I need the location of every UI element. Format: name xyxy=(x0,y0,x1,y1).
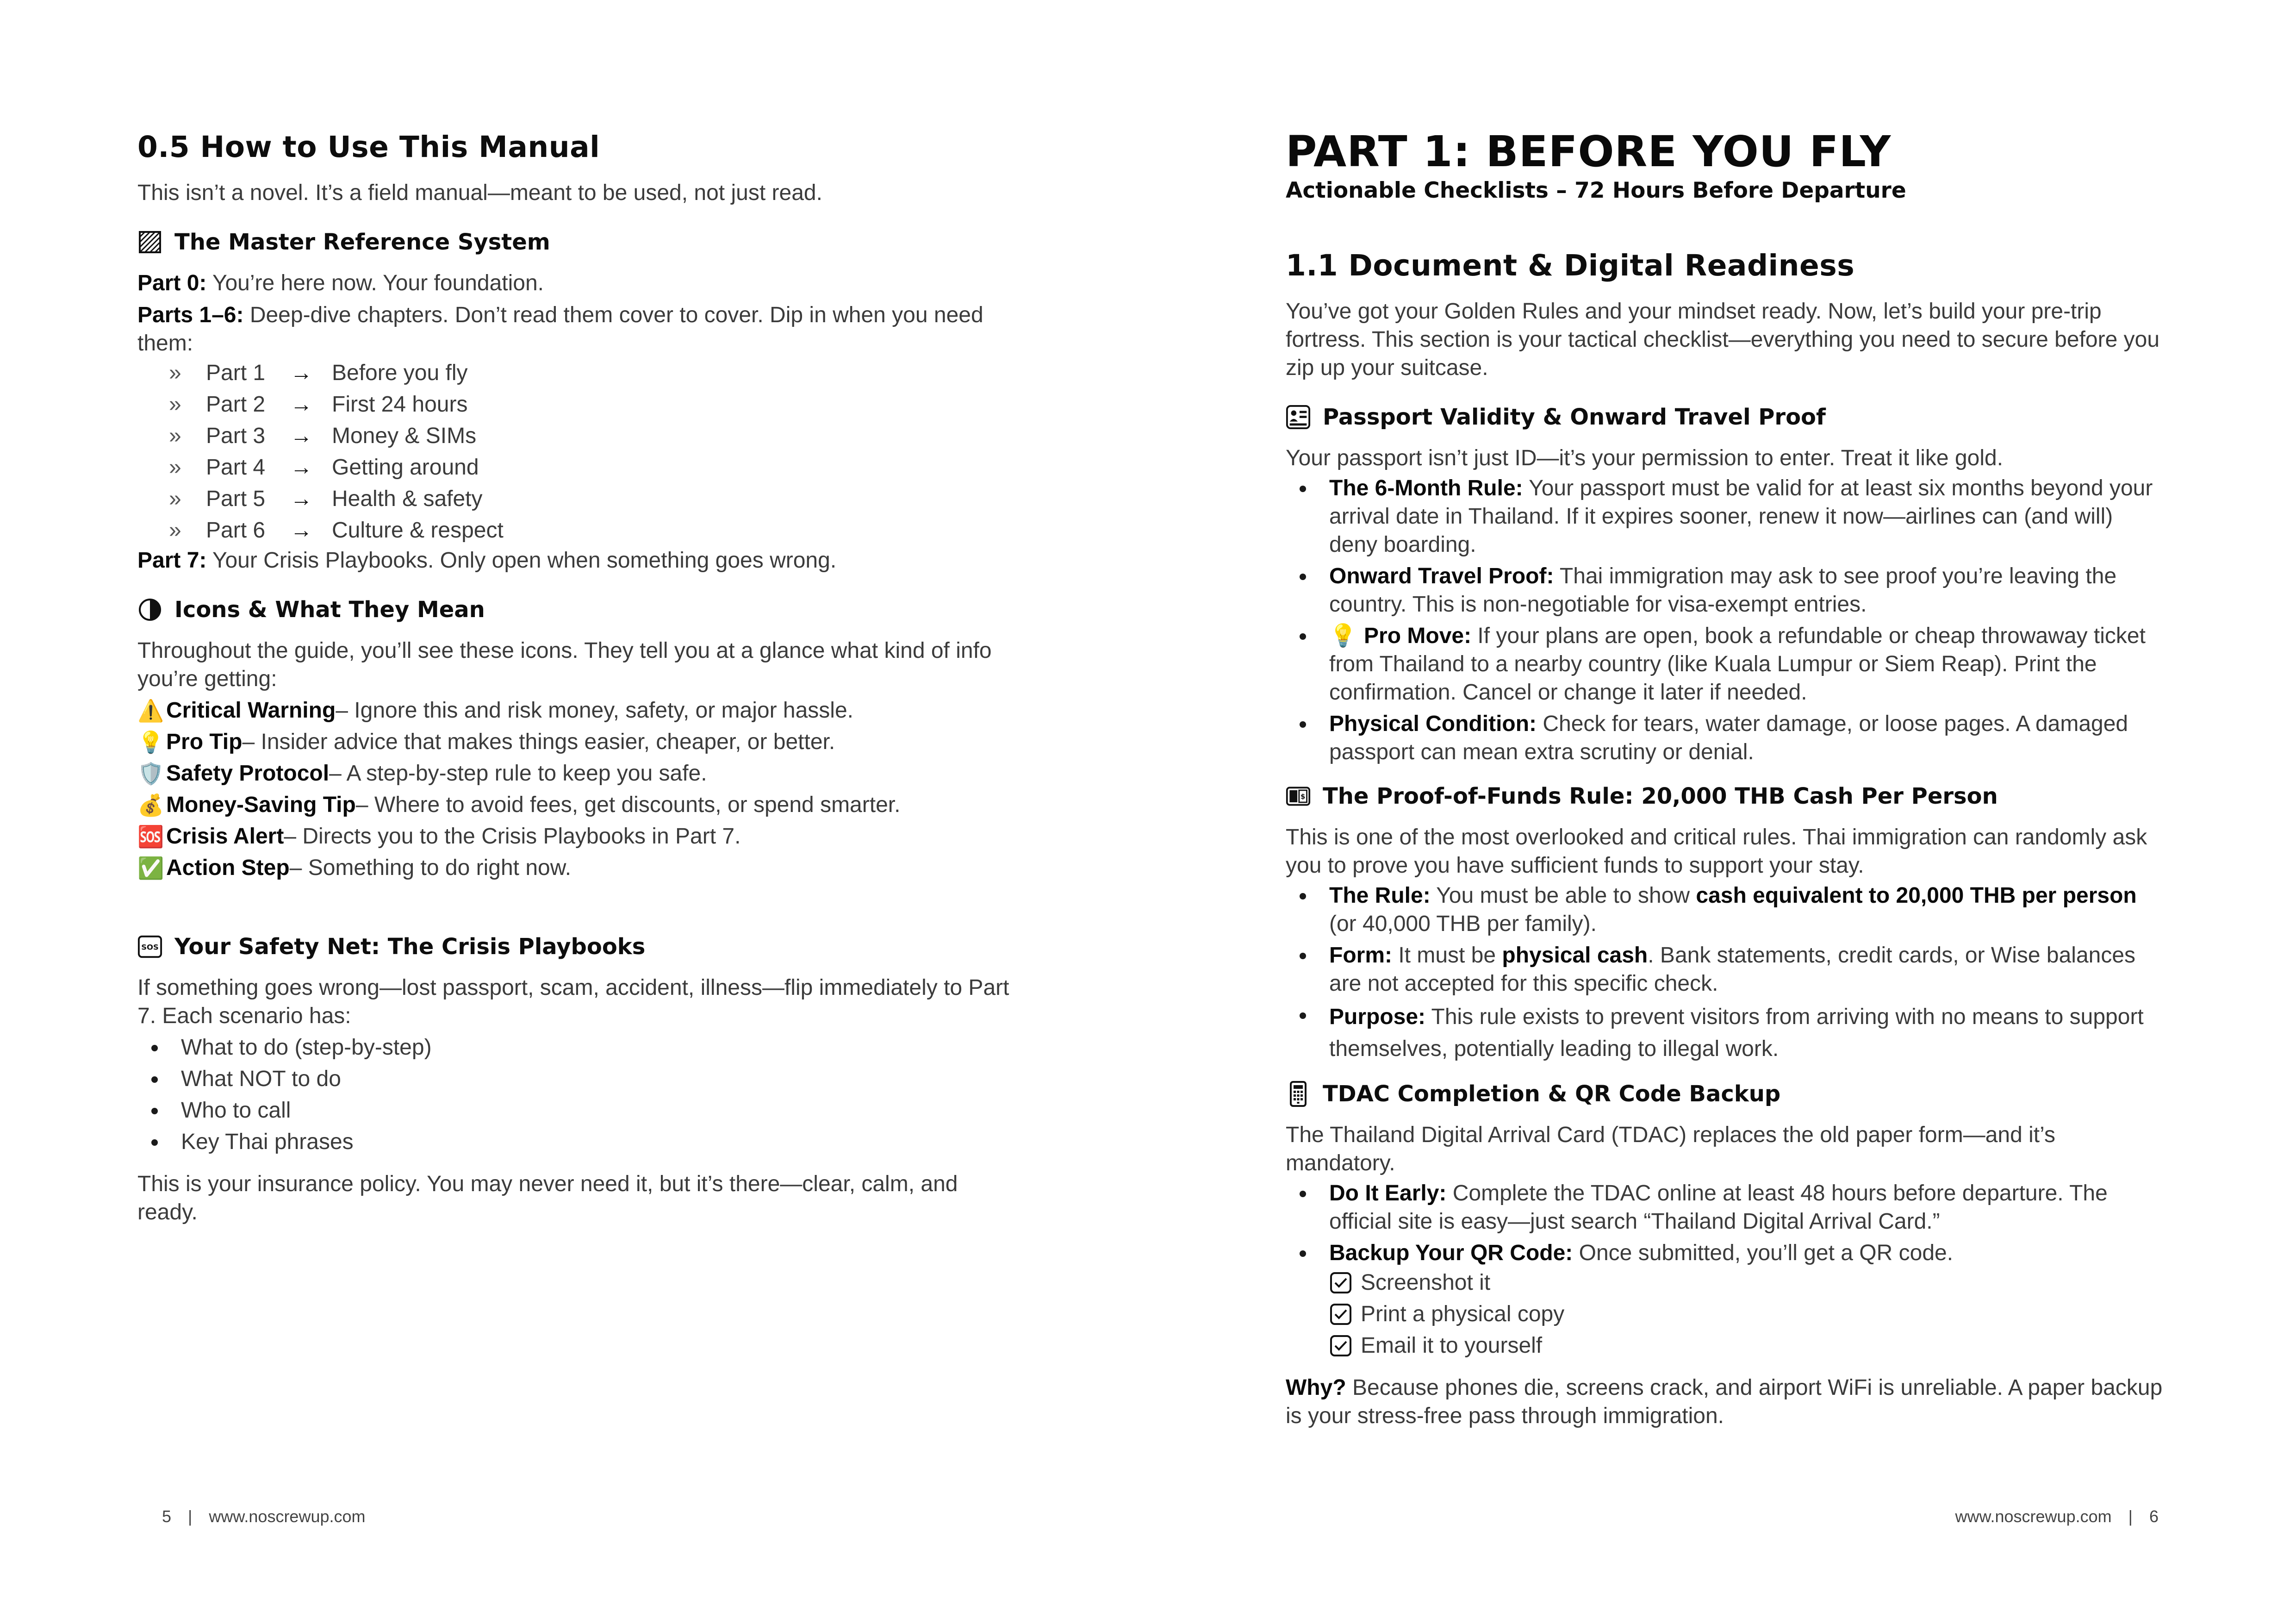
icon-legend-item xyxy=(137,789,1012,821)
item-label: The Rule: xyxy=(1329,883,1431,908)
list-item xyxy=(1286,881,2165,938)
safety-net-intro: If something goes wrong—lost passport, scam, accident, illness—flip immediately to Part 7. Each scenario has: xyxy=(137,975,1009,1028)
item-text: If your plans are open, book a refundable or cheap throwaway ticket from Thailand to a nearby country (like Kuala Lumpur or Siem Reap). Print the confirmation. Cancel or change it later if needed. xyxy=(1329,624,2146,705)
icon-legend-desc: – Something to do right now. xyxy=(289,856,572,880)
arrow-icon: → xyxy=(290,455,312,480)
arrow-icon: → xyxy=(290,424,312,448)
icons-heading xyxy=(137,595,1012,625)
item-text: Thai immigration may ask to see proof you’re leaving the country. This is non-negotiable for visa-exempt entries. xyxy=(1329,564,2117,617)
list-item: Who to call xyxy=(137,1095,1012,1126)
item-text: . Bank statements, credit cards, or Wise balances are not accepted for this specific check. xyxy=(1329,943,2136,996)
icon-legend-label: Critical Warning xyxy=(166,698,336,723)
funds-intro: This is one of the most overlooked and critical rules. Thai immigration can randomly ask you to prove you have sufficient funds to support your stay. xyxy=(1286,825,2147,878)
part-number: Part 5 xyxy=(206,487,266,511)
safety-net-heading xyxy=(137,932,1012,962)
item-text: Once submitted, you’ll get a QR code. xyxy=(1573,1241,1954,1265)
passport-intro: Your passport isn’t just ID—it’s your permission to enter. Treat it like gold. xyxy=(1286,446,2004,470)
left-footer xyxy=(162,1507,366,1526)
checkbox-checked-icon xyxy=(1329,1303,1352,1326)
icon-legend-label: Crisis Alert xyxy=(166,824,284,849)
icon-legend-label: Pro Tip xyxy=(166,730,243,754)
icon-legend-desc: – A step-by-step rule to keep you safe. xyxy=(329,761,707,786)
item-text: Complete the TDAC online at least 48 hours before departure. The official site is easy—just search “Thailand Digital Arrival Card.” xyxy=(1329,1181,2108,1234)
sos-box-icon xyxy=(137,934,162,959)
parts16-text: Deep-dive chapters. Don’t read them cover to cover. Dip in when you need them: xyxy=(137,303,983,356)
icon-legend-item xyxy=(137,695,1012,726)
part-subtitle: Actionable Checklists – 72 Hours Before Departure xyxy=(1286,178,1906,203)
lightbulb-icon: 💡 xyxy=(1329,623,1364,649)
parts-list-item xyxy=(137,357,1012,389)
icon-legend-label: Money-Saving Tip xyxy=(166,793,356,817)
icon-legend-desc: – Where to avoid fees, get discounts, or spend smarter. xyxy=(355,793,901,817)
tdac-list xyxy=(1286,1179,2165,1267)
page-number: 6 xyxy=(2149,1507,2159,1526)
icon-legend-desc: – Directs you to the Crisis Playbooks in Part 7. xyxy=(284,824,741,849)
arrow-icon: → xyxy=(290,361,312,385)
striped-square-icon xyxy=(137,230,162,255)
checklist-text: Screenshot it xyxy=(1361,1270,1491,1295)
part-topic: Money & SIMs xyxy=(332,424,477,448)
icons-title: Icons & What They Mean xyxy=(174,597,485,623)
arrow-icon: → xyxy=(290,487,312,511)
checkbox-checked-icon xyxy=(1329,1271,1352,1294)
list-item: Key Thai phrases xyxy=(137,1126,1012,1158)
part0-label: Part 0: xyxy=(137,271,207,295)
list-item xyxy=(1286,474,2165,559)
item-text: Check for tears, water damage, or loose pages. A damaged passport can mean extra scrutiny or denial. xyxy=(1329,712,2128,764)
tdac-heading xyxy=(1286,1079,2165,1109)
parts16-label: Parts 1–6: xyxy=(137,303,244,327)
parts-list-item xyxy=(137,483,1012,515)
part-topic: Before you fly xyxy=(332,361,468,385)
section-title-0-5: 0.5 How to Use This Manual xyxy=(137,130,600,164)
why-label: Why? xyxy=(1286,1375,1346,1400)
item-text: You must be able to show xyxy=(1430,883,1696,908)
funds-list xyxy=(1286,881,2165,1065)
manual-intro: This isn’t a novel. It’s a field manual—meant to be used, not just read. xyxy=(137,181,822,205)
item-label: Onward Travel Proof: xyxy=(1329,564,1554,588)
checklist-text: Email it to yourself xyxy=(1361,1333,1543,1358)
guillemet-bullet: » xyxy=(169,487,181,511)
list-item xyxy=(1286,1239,2165,1267)
list-item xyxy=(1286,941,2165,998)
passport-id-icon xyxy=(1286,405,1311,430)
guillemet-bullet: » xyxy=(169,518,181,543)
footer-url: www.noscrewup.com xyxy=(1955,1507,2112,1526)
list-item xyxy=(1286,562,2165,618)
why-text: Because phones die, screens crack, and airport WiFi is unreliable. A paper backup is your stress-free pass through immigration. xyxy=(1286,1375,2163,1428)
icon-legend-label: Action Step xyxy=(166,856,290,880)
svg-text:$: $ xyxy=(1300,792,1306,801)
part-topic: Health & safety xyxy=(332,487,483,511)
part7-text: Your Crisis Playbooks. Only open when something goes wrong. xyxy=(206,548,837,573)
checklist-item xyxy=(1329,1299,2165,1330)
item-text: Your passport must be valid for at least six months beyond your arrival date in Thailand. If it expires sooner, renew it now—airlines can (and will) deny boarding. xyxy=(1329,476,2153,557)
footer-url: www.noscrewup.com xyxy=(209,1507,366,1526)
parts-list-item xyxy=(137,452,1012,483)
left-page-content xyxy=(137,129,1012,1226)
guillemet-bullet: » xyxy=(169,361,181,385)
svg-text:SOS: SOS xyxy=(141,943,159,952)
item-label: Form: xyxy=(1329,943,1392,968)
list-item xyxy=(1286,1179,2165,1236)
part0-line xyxy=(137,269,1012,297)
item-label: Physical Condition: xyxy=(1329,712,1537,736)
item-label: Purpose: xyxy=(1329,1005,1426,1029)
right-page-content xyxy=(1286,129,2165,1430)
guillemet-bullet: » xyxy=(169,455,181,480)
funds-title: The Proof-of-Funds Rule: 20,000 THB Cash Per Person xyxy=(1323,783,1998,809)
passport-list xyxy=(1286,474,2165,766)
icon-legend-item xyxy=(137,726,1012,758)
section-intro: You’ve got your Golden Rules and your mindset ready. Now, let’s build your pre-trip fortress. This section is your tactical checklist—everything you need to secure before you zip up your suitcase. xyxy=(1286,299,2160,380)
item-text: (or 40,000 THB per family). xyxy=(1329,912,1597,936)
passport-title: Passport Validity & Onward Travel Proof xyxy=(1323,404,1826,430)
scenario-list xyxy=(137,1032,1012,1158)
half-moon-shield-icon xyxy=(137,597,162,622)
list-item xyxy=(1286,622,2165,706)
backup-checklist xyxy=(1286,1267,2165,1362)
item-emphasis: physical cash xyxy=(1502,943,1648,968)
checkbox-checked-icon xyxy=(1329,1334,1352,1357)
arrow-icon: → xyxy=(290,392,312,417)
part7-label: Part 7: xyxy=(137,548,207,573)
parts-list-item xyxy=(137,420,1012,452)
safety-net-closing: This is your insurance policy. You may never need it, but it’s there—clear, calm, and ready. xyxy=(137,1172,958,1224)
right-page xyxy=(1148,0,2296,1624)
mobile-phone-icon xyxy=(1286,1081,1311,1106)
tdac-title: TDAC Completion & QR Code Backup xyxy=(1323,1081,1781,1107)
shield-icon: 🛡️ xyxy=(137,761,164,786)
part-number: Part 1 xyxy=(206,361,266,385)
item-label: Do It Early: xyxy=(1329,1181,1447,1206)
list-item xyxy=(1286,710,2165,766)
part0-text: You’re here now. Your foundation. xyxy=(206,271,544,295)
sos-icon: 🆘 xyxy=(137,824,164,849)
part-topic: First 24 hours xyxy=(332,392,468,417)
icons-intro: Throughout the guide, you’ll see these icons. They tell you at a glance what kind of info you’re getting: xyxy=(137,638,992,691)
part-number: Part 3 xyxy=(206,424,266,448)
list-item: What NOT to do xyxy=(137,1063,1012,1095)
parts-list-item xyxy=(137,389,1012,420)
parts-list xyxy=(137,357,1012,546)
item-label: Backup Your QR Code: xyxy=(1329,1241,1573,1265)
money-bag-icon: 💰 xyxy=(137,793,164,818)
page-number: 5 xyxy=(162,1507,172,1526)
master-reference-title: The Master Reference System xyxy=(174,229,550,255)
passport-heading xyxy=(1286,402,2165,432)
section-title-1-1: 1.1 Document & Digital Readiness xyxy=(1286,249,1855,282)
item-label: The 6-Month Rule: xyxy=(1329,476,1523,500)
check-mark-icon: ✅ xyxy=(137,856,164,881)
arrow-icon: → xyxy=(290,518,312,543)
item-emphasis: cash equivalent to 20,000 THB per person xyxy=(1696,883,2137,908)
icon-legend-desc: – Insider advice that makes things easier, cheaper, or better. xyxy=(242,730,835,754)
warning-icon: ⚠️ xyxy=(137,698,164,723)
part-number: Part 6 xyxy=(206,518,266,543)
list-item: What to do (step-by-step) xyxy=(137,1032,1012,1063)
icon-legend-desc: – Ignore this and risk money, safety, or major hassle. xyxy=(336,698,853,723)
part-topic: Culture & respect xyxy=(332,518,504,543)
footer-separator: | xyxy=(188,1507,193,1526)
why-line xyxy=(1286,1374,2165,1430)
master-reference-heading xyxy=(137,227,1012,257)
part-title: PART 1: BEFORE YOU FLY xyxy=(1286,127,1892,176)
safety-net-title: Your Safety Net: The Crisis Playbooks xyxy=(174,934,646,960)
item-text: This rule exists to prevent visitors from arriving with no means to support themselves, potentially leading to illegal work. xyxy=(1329,1005,2144,1061)
footer-separator: | xyxy=(2128,1507,2133,1526)
list-item xyxy=(1286,1001,2165,1065)
part7-line xyxy=(137,546,1012,575)
lightbulb-icon: 💡 xyxy=(137,730,164,755)
part-number: Part 4 xyxy=(206,455,266,480)
parts-list-item xyxy=(137,515,1012,546)
icon-legend-item xyxy=(137,758,1012,789)
checklist-text: Print a physical copy xyxy=(1361,1302,1565,1326)
icon-legend-label: Safety Protocol xyxy=(166,761,330,786)
banknote-icon xyxy=(1286,784,1311,809)
part-number: Part 2 xyxy=(206,392,266,417)
guillemet-bullet: » xyxy=(169,392,181,417)
item-label: Pro Move: xyxy=(1364,624,1472,648)
checklist-item xyxy=(1329,1267,2165,1299)
right-footer xyxy=(1955,1507,2159,1526)
guillemet-bullet: » xyxy=(169,424,181,448)
funds-heading xyxy=(1286,781,2165,811)
part-topic: Getting around xyxy=(332,455,479,480)
parts16-line xyxy=(137,301,1012,357)
item-text: It must be xyxy=(1392,943,1502,968)
checklist-item xyxy=(1329,1330,2165,1362)
icon-legend-item xyxy=(137,821,1012,852)
tdac-intro: The Thailand Digital Arrival Card (TDAC) replaces the old paper form—and it’s mandatory. xyxy=(1286,1123,2055,1175)
icon-legend-item xyxy=(137,852,1012,884)
